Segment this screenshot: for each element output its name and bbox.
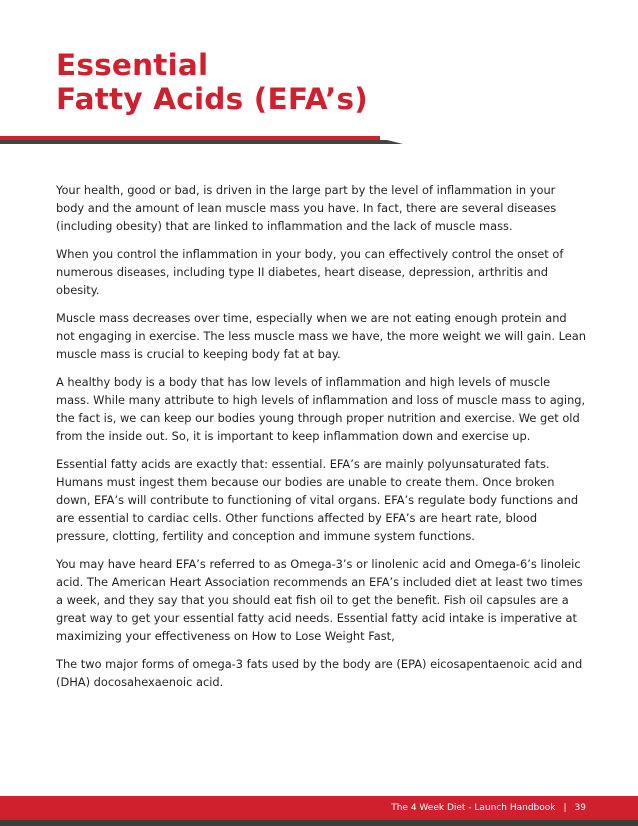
paragraph: The two major forms of omega-3 fats used by the body are (EPA) eicosapentaenoic acid and (DHA) docosahexaenoic acid. [56, 657, 583, 689]
page-title [56, 48, 368, 116]
page-number: 39 [574, 803, 586, 813]
page-title-line-2: Fatty Acids (EFA’s) [56, 82, 368, 116]
page-title-line-1: Essential [56, 48, 209, 82]
paragraph: Your health, good or bad, is driven in the large part by the level of inflammation in your body and the amount of lean muscle mass you have. In fact, there are several diseases (including obesity) that are linked to inflammation and the lack of muscle mass. [56, 183, 557, 233]
footer-separator: | [563, 803, 567, 813]
body-text [56, 181, 586, 701]
footer [391, 801, 586, 815]
paragraph: When you control the inflammation in your body, you can effectively control the onset of numerous diseases, including type II diabetes, heart disease, depression, arthritis and obesity. [56, 247, 564, 297]
footer-book-title: The 4 Week Diet - Launch Handbook [391, 803, 556, 813]
title-underline-red [0, 136, 380, 140]
paragraph: You may have heard EFA’s referred to as Omega-3’s or linolenic acid and Omega-6’s linoleic acid. The American Heart Association recommends an EFA’s included diet at least two times a week, and they say that you should eat fish oil to get the benefit. Fish oil capsules are a great way to get your essential fatty acid needs. Essential fatty acid intake is imperative at maximizing your effectiveness on How to Lose Weight Fast, [56, 557, 583, 643]
paragraph: A healthy body is a body that has low levels of inflammation and high levels of muscle mass. While many attribute to high levels of inflammation and loss of muscle mass to aging, the fact is, we can keep our bodies young through proper nutrition and exercise. We get old from the inside out. So, it is important to keep inflammation down and exercise up. [56, 375, 586, 443]
footer-bottom-stripe [0, 820, 638, 826]
paragraph: Essential fatty acids are exactly that: essential. EFA’s are mainly polyunsaturated fats. Humans must ingest them because our bodies are unable to create them. Once broken down, EFA’s will contribute to functioning of vital organs. EFA’s regulate body functions and are essential to cardiac cells. Other functions affected by EFA’s are heart rate, blood pressure, clotting, fertility and conception and immune system functions. [56, 457, 579, 543]
title-underline-dark [0, 140, 403, 144]
paragraph: Muscle mass decreases over time, especially when we are not eating enough protein and not engaging in exercise. The less muscle mass we have, the more weight we will gain. Lean muscle mass is crucial to keeping body fat at bay. [56, 311, 586, 361]
